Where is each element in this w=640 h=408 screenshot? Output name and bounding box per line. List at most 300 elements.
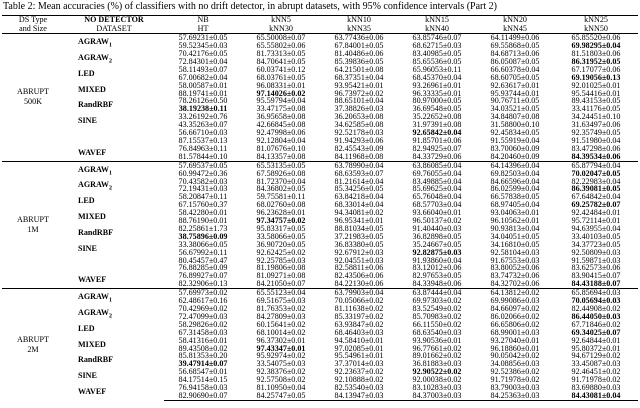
header-classifier [554,16,638,34]
table-row [2,82,638,90]
table-row [2,178,638,186]
accuracy-cell: 91.93860±0.04 [412,255,462,265]
accuracy-cell: 93.95421±0.01 [334,80,384,90]
accuracy-cell: 86.05087±0.05 [490,56,540,66]
header-classifier-line: kNN20 [503,15,527,24]
accuracy-cell: 88.81034±0.05 [334,223,384,233]
accuracy-cell: 80.97000±0.05 [412,96,462,106]
header-classifier-line: kNN40 [425,23,449,33]
results-table [2,15,638,401]
accuracy-cell: 94.67129±0.02 [571,351,621,361]
accuracy-cell: 82.44908±0.02 [571,304,621,313]
accuracy-cell: 65.55123±0.04 [242,289,320,297]
accuracy-cell: 96.33335±0.01 [412,88,462,98]
accuracy-cell: 69.76055±0.04 [412,168,462,178]
accuracy-cell: 85.70983±0.02 [412,311,462,321]
accuracy-cell: 57.69537±0.05 [164,161,242,169]
accuracy-cell: 84.27809±0.03 [256,311,306,321]
accuracy-cell: 90.93813±0.04 [490,223,540,233]
table-row [2,97,638,105]
accuracy-cell: 69.98295±0.04 [571,41,621,51]
accuracy-cell: 56.67992±0.11 [178,247,228,257]
accuracy-cell: 56.68547±0.01 [178,367,228,377]
accuracy-cell: 96.50137±0.02 [412,216,462,226]
dataset-name [64,289,164,305]
accuracy-cell: 85.33197±0.02 [334,311,384,321]
accuracy-cell: 33.41176±0.05 [571,104,621,114]
accuracy-cell: 88.19741±0.01 [178,88,228,98]
header-ds-type [2,16,64,34]
group-label-line: 500K [24,97,42,107]
table-row [2,113,638,121]
accuracy-cell: 68.02760±0.08 [256,200,306,210]
accuracy-cell: 63.93847±0.02 [334,319,384,329]
accuracy-cell: 84.21050±0.07 [256,279,306,289]
accuracy-cell: 92.90522±0.02 [412,367,462,377]
accuracy-cell: 91.67553±0.03 [490,255,540,265]
header-row [2,16,638,34]
accuracy-cell: 33.38066±0.05 [178,239,228,249]
accuracy-cell: 91.94293±0.06 [334,135,384,145]
header-classifier [164,16,242,34]
accuracy-cell: 84.68713±0.06 [490,49,540,58]
dataset-name [64,178,164,194]
accuracy-cell: 92.12804±0.04 [256,135,306,145]
accuracy-cell: 33.40103±0.05 [571,231,621,241]
accuracy-cell: 92.64844±0.01 [571,335,621,345]
accuracy-cell: 89.01662±0.02 [412,351,462,361]
accuracy-cell: 92.50809±0.03 [571,247,621,257]
accuracy-cell: 68.63540±0.03 [412,327,462,337]
table-row [2,272,638,280]
table-row [2,368,638,376]
accuracy-cell: 33.47175±0.08 [256,104,306,114]
accuracy-cell: 92.35749±0.05 [571,128,621,138]
group-label-line: ABRUPT [17,87,49,97]
accuracy-cell: 69.82503±0.04 [490,168,540,178]
dataset-name-text: AGRAW [78,37,110,47]
accuracy-cell: 92.52386±0.02 [490,367,540,377]
dataset-subscript: 2 [109,313,113,320]
accuracy-cell: 95.59794±0.04 [256,96,306,106]
header-dataset-line: DATASET [96,23,132,33]
accuracy-cell: 64.13812±0.02 [476,289,554,297]
accuracy-cell: 82.90690±0.07 [164,392,242,400]
accuracy-cell: 95.93744±0.01 [490,88,540,98]
table-row [2,305,638,313]
accuracy-cell: 84.20460±0.09 [490,151,540,161]
accuracy-cell: 96.18860±0.01 [490,343,540,353]
accuracy-cell: 34.37723±0.05 [571,239,621,249]
accuracy-cell: 34.08856±0.03 [490,359,540,369]
group-label [2,161,64,289]
accuracy-cell: 96.77661±0.02 [412,343,462,353]
dataset-name [64,34,164,50]
accuracy-cell: 31.97391±0.08 [412,120,462,130]
accuracy-cell: 34.84807±0.08 [490,112,540,122]
accuracy-cell: 39.47914±0.07 [178,359,228,369]
accuracy-cell: 70.43582±0.03 [178,176,228,186]
table-row [2,50,638,58]
accuracy-cell: 89.43153±0.05 [571,96,621,106]
dataset-name [64,113,164,129]
accuracy-cell: 81.76353±0.02 [256,304,306,313]
accuracy-cell: 84.25747±0.05 [242,392,320,400]
table-row [2,209,638,217]
accuracy-cell: 87.15537±0.13 [178,135,228,145]
accuracy-cell: 82.97653±0.05 [412,271,462,281]
dataset-name [64,161,164,177]
accuracy-cell: 92.10888±0.02 [334,375,384,385]
accuracy-cell: 88.65101±0.04 [334,96,384,106]
accuracy-cell: 66.60378±0.04 [490,64,540,74]
accuracy-cell: 65.85520±0.06 [554,34,638,42]
header-classifier-line: HT [197,23,209,33]
accuracy-cell: 84.17514±0.15 [178,375,228,385]
accuracy-cell: 84.13357±0.08 [256,151,306,161]
accuracy-cell: 60.15641±0.02 [256,319,306,329]
accuracy-cell: 96.10562±0.01 [490,216,540,226]
dataset-name-text: AGRAW [78,292,110,302]
accuracy-cell: 36.81883±0.03 [412,359,462,369]
table-row [2,321,638,329]
group-label-line: 2M [27,344,39,354]
dataset-subscript: 1 [109,170,113,177]
header-ds-type-line: DS Type [18,15,48,24]
accuracy-cell: 94.58410±0.01 [334,335,384,345]
accuracy-cell: 92.25785±0.03 [256,255,306,265]
accuracy-cell: 84.22130±0.06 [334,279,384,289]
table-row [2,161,638,169]
header-dataset-line: NO DETECTOR [84,15,144,24]
accuracy-cell: 86.02599±0.04 [490,184,540,194]
accuracy-cell: 63.84218±0.04 [334,192,384,202]
accuracy-cell: 84.43188±0.07 [571,279,621,289]
accuracy-cell: 83.80052±0.06 [490,263,540,273]
accuracy-cell: 92.82875±0.03 [412,247,462,257]
accuracy-cell: 34.04051±0.05 [490,231,540,241]
accuracy-cell: 92.63617±0.01 [490,80,540,90]
accuracy-cell: 85.69625±0.04 [412,184,462,194]
accuracy-cell: 69.55868±0.05 [490,41,540,51]
accuracy-cell: 83.12012±0.06 [412,263,462,273]
dataset-name-text: LED [78,196,95,206]
accuracy-cell: 63.87444±0.04 [398,289,476,297]
accuracy-cell: 76.84963±0.11 [178,143,228,153]
accuracy-cell: 63.79903±0.04 [320,289,398,297]
accuracy-cell: 68.10014±0.02 [256,327,306,337]
accuracy-cell: 84.36802±0.05 [256,184,306,194]
accuracy-cell: 93.04063±0.01 [490,208,540,218]
accuracy-cell: 67.17077±0.06 [571,64,621,74]
accuracy-cell: 72.84301±0.04 [178,56,228,66]
accuracy-cell: 68.63593±0.07 [334,168,384,178]
accuracy-cell: 42.66845±0.08 [256,120,306,130]
accuracy-cell: 83.62573±0.06 [571,263,621,273]
header-classifier-line: kNN45 [503,23,527,33]
accuracy-cell: 70.05694±0.03 [571,296,621,306]
accuracy-cell: 38.19238±0.11 [178,104,228,114]
dataset-name-text: SINE [78,116,97,126]
accuracy-cell: 68.62715±0.03 [412,41,462,51]
accuracy-cell: 31.63497±0.06 [571,120,621,130]
accuracy-cell: 72.47099±0.03 [178,311,228,321]
accuracy-cell: 68.33014±0.04 [334,200,384,210]
accuracy-cell: 36.82898±0.05 [412,231,462,241]
group-label-line: 1M [27,224,39,234]
accuracy-cell: 67.00682±0.04 [178,72,228,82]
accuracy-cell: 65.87794±0.04 [554,161,638,169]
dataset-name [64,337,164,353]
accuracy-cell: 86.02066±0.02 [490,311,540,321]
accuracy-cell: 84.33948±0.06 [412,279,462,289]
accuracy-cell: 81.09271±0.08 [256,271,306,281]
accuracy-cell: 83.47298±0.06 [571,143,621,153]
accuracy-cell: 68.60705±0.05 [490,72,540,82]
accuracy-cell: 68.45370±0.04 [412,72,462,82]
accuracy-cell: 97.43347±0.01 [256,343,306,353]
accuracy-cell: 34.16810±0.05 [490,239,540,249]
accuracy-cell: 63.77436±0.06 [320,34,398,42]
accuracy-cell: 60.03741±0.12 [256,64,306,74]
table-row [2,66,638,74]
accuracy-cell: 95.92974±0.02 [256,351,306,361]
dataset-name [64,257,164,273]
accuracy-cell: 90.05042±0.02 [490,351,540,361]
accuracy-cell: 95.80372±0.01 [571,343,621,353]
accuracy-cell: 97.14026±0.02 [256,88,306,98]
accuracy-cell: 66.57838±0.05 [490,192,540,202]
accuracy-cell: 33.26192±0.76 [178,112,228,122]
accuracy-cell: 86.39081±0.05 [571,184,621,194]
accuracy-cell: 82.94925±0.07 [412,143,462,153]
accuracy-cell: 33.45087±0.03 [571,359,621,369]
accuracy-cell: 36.69548±0.05 [412,104,462,114]
accuracy-cell: 84.11968±0.08 [334,151,384,161]
table-row [2,384,638,392]
dataset-name-text: WAVEF [78,275,107,285]
dataset-name [64,321,164,337]
header-classifier [320,16,398,34]
accuracy-cell: 67.15760±0.37 [178,200,228,210]
accuracy-cell: 83.90415±0.07 [571,271,621,281]
accuracy-cell: 33.58066±0.05 [256,231,306,241]
accuracy-cell: 83.40985±0.05 [412,49,462,58]
accuracy-cell: 81.21614±0.04 [334,176,384,186]
accuracy-cell: 65.50008±0.07 [242,34,320,42]
accuracy-cell: 34.24451±0.10 [571,112,621,122]
dataset-name-text: MIXED [78,212,106,222]
table-row [2,193,638,201]
group-label [2,34,64,162]
dataset-name [64,97,164,113]
dataset-name [64,82,164,98]
table-row [2,145,638,153]
dataset-name [64,241,164,257]
accuracy-cell: 35.22652±0.08 [412,112,462,122]
accuracy-cell: 91.59871±0.03 [571,255,621,265]
accuracy-cell: 93.66040±0.01 [412,208,462,218]
accuracy-cell: 89.43508±0.02 [178,343,228,353]
accuracy-cell: 92.46451±0.02 [571,367,621,377]
dataset-name [64,145,164,161]
accuracy-cell: 92.58104±0.03 [490,247,540,257]
accuracy-cell: 72.19431±0.03 [178,184,228,194]
accuracy-cell: 35.24667±0.05 [412,239,462,249]
accuracy-cell: 65.55802±0.06 [256,41,306,51]
accuracy-cell: 90.76711±0.05 [490,96,540,106]
table-row [2,225,638,233]
header-classifier-line: NB [197,15,209,24]
dataset-name-text: MIXED [78,84,106,94]
accuracy-cell: 65.85694±0.03 [554,289,638,297]
header-classifier-line: kNN10 [347,15,371,24]
accuracy-cell: 91.40440±0.03 [412,223,462,233]
accuracy-cell: 91.55919±0.04 [490,135,540,145]
accuracy-cell: 36.83380±0.05 [334,239,384,249]
accuracy-cell: 95.54416±0.01 [571,88,621,98]
header-classifier [476,16,554,34]
accuracy-cell: 31.58800±0.10 [490,120,540,130]
accuracy-cell: 86.31952±0.05 [571,56,621,66]
accuracy-cell: 34.62585±0.08 [334,120,384,130]
accuracy-cell: 33.54075±0.03 [256,359,306,369]
dataset-name [64,305,164,321]
accuracy-cell: 81.19806±0.08 [256,263,306,273]
accuracy-cell: 66.11550±0.02 [412,319,462,329]
table-row [2,257,638,265]
accuracy-cell: 70.42176±0.05 [178,49,228,58]
accuracy-cell: 92.42484±0.01 [571,208,621,218]
group-label-line: ABRUPT [17,334,49,344]
dataset-name-text: RandRBF [78,227,114,237]
accuracy-cell: 92.04551±0.03 [334,255,384,265]
accuracy-cell: 37.37014±0.03 [334,359,384,369]
accuracy-cell: 37.21983±0.05 [334,231,384,241]
header-classifier-line: kNN15 [425,15,449,24]
accuracy-cell: 82.45543±0.09 [334,143,384,153]
accuracy-cell: 69.19056±0.13 [571,72,621,82]
accuracy-cell: 85.65536±0.05 [412,56,462,66]
accuracy-cell: 92.52178±0.03 [334,128,384,138]
accuracy-cell: 96.73972±0.02 [334,88,384,98]
accuracy-cell: 96.08331±0.01 [256,80,306,90]
accuracy-cell: 60.99472±0.36 [178,168,228,178]
accuracy-cell: 58.11493±0.07 [178,64,228,74]
dataset-name-text: RandRBF [78,100,114,110]
accuracy-cell: 64.21501±0.08 [334,64,384,74]
accuracy-cell: 92.00038±0.02 [412,375,462,385]
accuracy-cell: 37.38826±0.03 [334,104,384,114]
dataset-name-text: AGRAW [78,307,110,317]
accuracy-cell: 92.38376±0.02 [256,367,306,377]
dataset-name [64,225,164,241]
accuracy-cell: 84.13947±0.03 [320,392,398,400]
header-classifier-line: kNN50 [584,23,608,33]
accuracy-cell: 82.22983±0.04 [571,176,621,186]
accuracy-cell: 84.70641±0.05 [256,56,306,66]
accuracy-cell: 84.33729±0.06 [412,151,462,161]
accuracy-cell: 59.52345±0.03 [178,41,228,51]
accuracy-cell: 76.88285±0.09 [178,263,228,273]
accuracy-cell: 36.95658±0.08 [256,112,306,122]
accuracy-cell: 83.10283±0.03 [412,383,462,393]
accuracy-cell: 69.25782±0.07 [571,200,621,210]
accuracy-cell: 97.34757±0.02 [256,216,306,226]
accuracy-cell: 65.53135±0.05 [242,161,320,169]
accuracy-cell: 68.57703±0.04 [412,200,462,210]
accuracy-cell: 84.37003±0.03 [398,392,476,400]
accuracy-cell: 59.75581±0.11 [256,192,306,202]
accuracy-cell: 68.97405±0.04 [490,200,540,210]
header-ds-type-line: and Size [19,23,47,33]
accuracy-cell: 80.45457±0.47 [178,255,228,265]
dataset-name [64,66,164,82]
accuracy-cell: 64.14396±0.04 [476,161,554,169]
accuracy-cell: 95.83317±0.05 [256,223,306,233]
accuracy-cell: 57.69973±0.02 [164,289,242,297]
accuracy-cell: 83.74732±0.06 [490,271,540,281]
dataset-name [64,352,164,368]
accuracy-cell: 70.42969±0.02 [178,304,228,313]
header-classifier-line: kNN25 [584,15,608,24]
accuracy-cell: 92.62425±0.02 [256,247,306,257]
accuracy-cell: 68.46403±0.03 [334,327,384,337]
accuracy-cell: 95.54961±0.01 [334,351,384,361]
table-row [2,34,638,42]
dataset-name [64,368,164,384]
accuracy-cell: 84.32702±0.06 [490,279,540,289]
accuracy-cell: 83.79003±0.03 [490,383,540,393]
dataset-name [64,50,164,66]
dataset-name-text: AGRAW [78,180,110,190]
accuracy-cell: 76.89927±0.07 [178,271,228,281]
header-classifier [242,16,320,34]
accuracy-cell: 67.58926±0.08 [256,168,306,178]
accuracy-cell: 57.69231±0.05 [164,34,242,42]
accuracy-cell: 83.52549±0.02 [412,304,462,313]
accuracy-cell: 69.97303±0.02 [412,296,462,306]
accuracy-cell: 69.99086±0.03 [490,296,540,306]
accuracy-cell: 43.35263±0.07 [178,120,228,130]
dataset-name [64,209,164,225]
accuracy-cell: 82.43506±0.06 [334,271,384,281]
accuracy-cell: 81.51803±0.06 [571,49,621,58]
accuracy-cell: 84.25363±0.03 [476,392,554,400]
accuracy-cell: 76.94158±0.03 [178,383,228,393]
accuracy-cell: 81.07676±0.10 [256,143,306,153]
accuracy-cell: 96.37302±0.01 [256,335,306,345]
dataset-name-text: AGRAW [78,164,110,174]
accuracy-cell: 63.85746±0.07 [398,34,476,42]
accuracy-cell: 82.32906±0.13 [178,279,228,289]
accuracy-cell: 82.53540±0.03 [334,383,384,393]
accuracy-cell: 68.03761±0.05 [256,72,306,82]
accuracy-cell: 58.42280±0.01 [178,208,228,218]
accuracy-cell: 63.78990±0.04 [320,161,398,169]
accuracy-cell: 81.73313±0.05 [256,49,306,58]
table-row [2,129,638,137]
header-classifier-line: kNN35 [347,23,371,33]
accuracy-cell: 84.39534±0.06 [571,151,621,161]
dataset-subscript: 2 [109,186,113,193]
accuracy-cell: 91.71978±0.02 [571,375,621,385]
accuracy-cell: 78.26126±0.50 [178,96,228,106]
accuracy-cell: 96.95341±0.01 [334,216,384,226]
accuracy-cell: 68.37351±0.04 [334,72,384,82]
accuracy-cell: 36.20653±0.08 [334,112,384,122]
accuracy-cell: 81.10950±0.04 [256,383,306,393]
